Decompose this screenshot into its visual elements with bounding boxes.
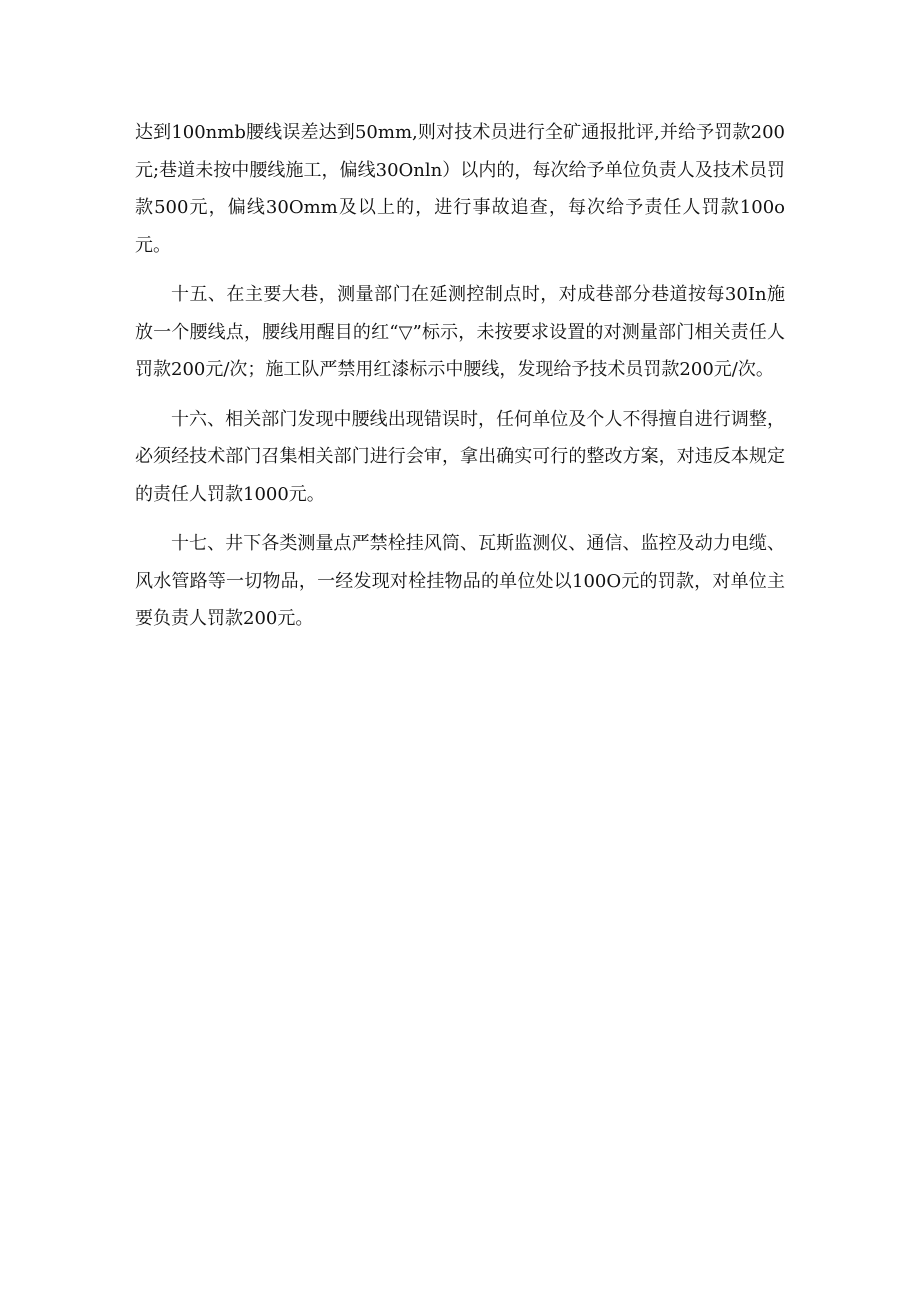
paragraph-item-17: 十七、井下各类测量点严禁栓挂风筒、瓦斯监测仪、通信、监控及动力电缆、风水管路等一切物品，一经发现对栓挂物品的单位处以100O元的罚款，对单位主要负责人罚款200元。 bbox=[135, 533, 785, 629]
paragraph-item-16: 十六、相关部门发现中腰线出现错误时，任何单位及个人不得擅自进行调整，必须经技术部门召集相关部门进行会审，拿出确实可行的整改方案，对违反本规定的责任人罚款1000元。 bbox=[135, 408, 785, 505]
paragraph-item-15: 十五、在主要大巷，测量部门在延测控制点时，对成巷部分巷道按每30In施放一个腰线点，腰线用醒目的红“▽”标示，未按要求设置的对测量部门相关责任人罚款200元/次；施工队严禁用红漆标示中腰线，发现给予技术员罚款200元/次。 bbox=[135, 284, 785, 380]
document-body bbox=[135, 114, 785, 650]
paragraph-continuation: 达到100nmb腰线误差达到50mm,则对技术员进行全矿通报批评,并给予罚款200元;巷道未按中腰线施工，偏线30Onln）以内的，每次给予单位负责人及技术员罚款500元，偏线30Omm及以上的，进行事故追查，每次给予责任人罚款100o元。 bbox=[135, 122, 785, 256]
